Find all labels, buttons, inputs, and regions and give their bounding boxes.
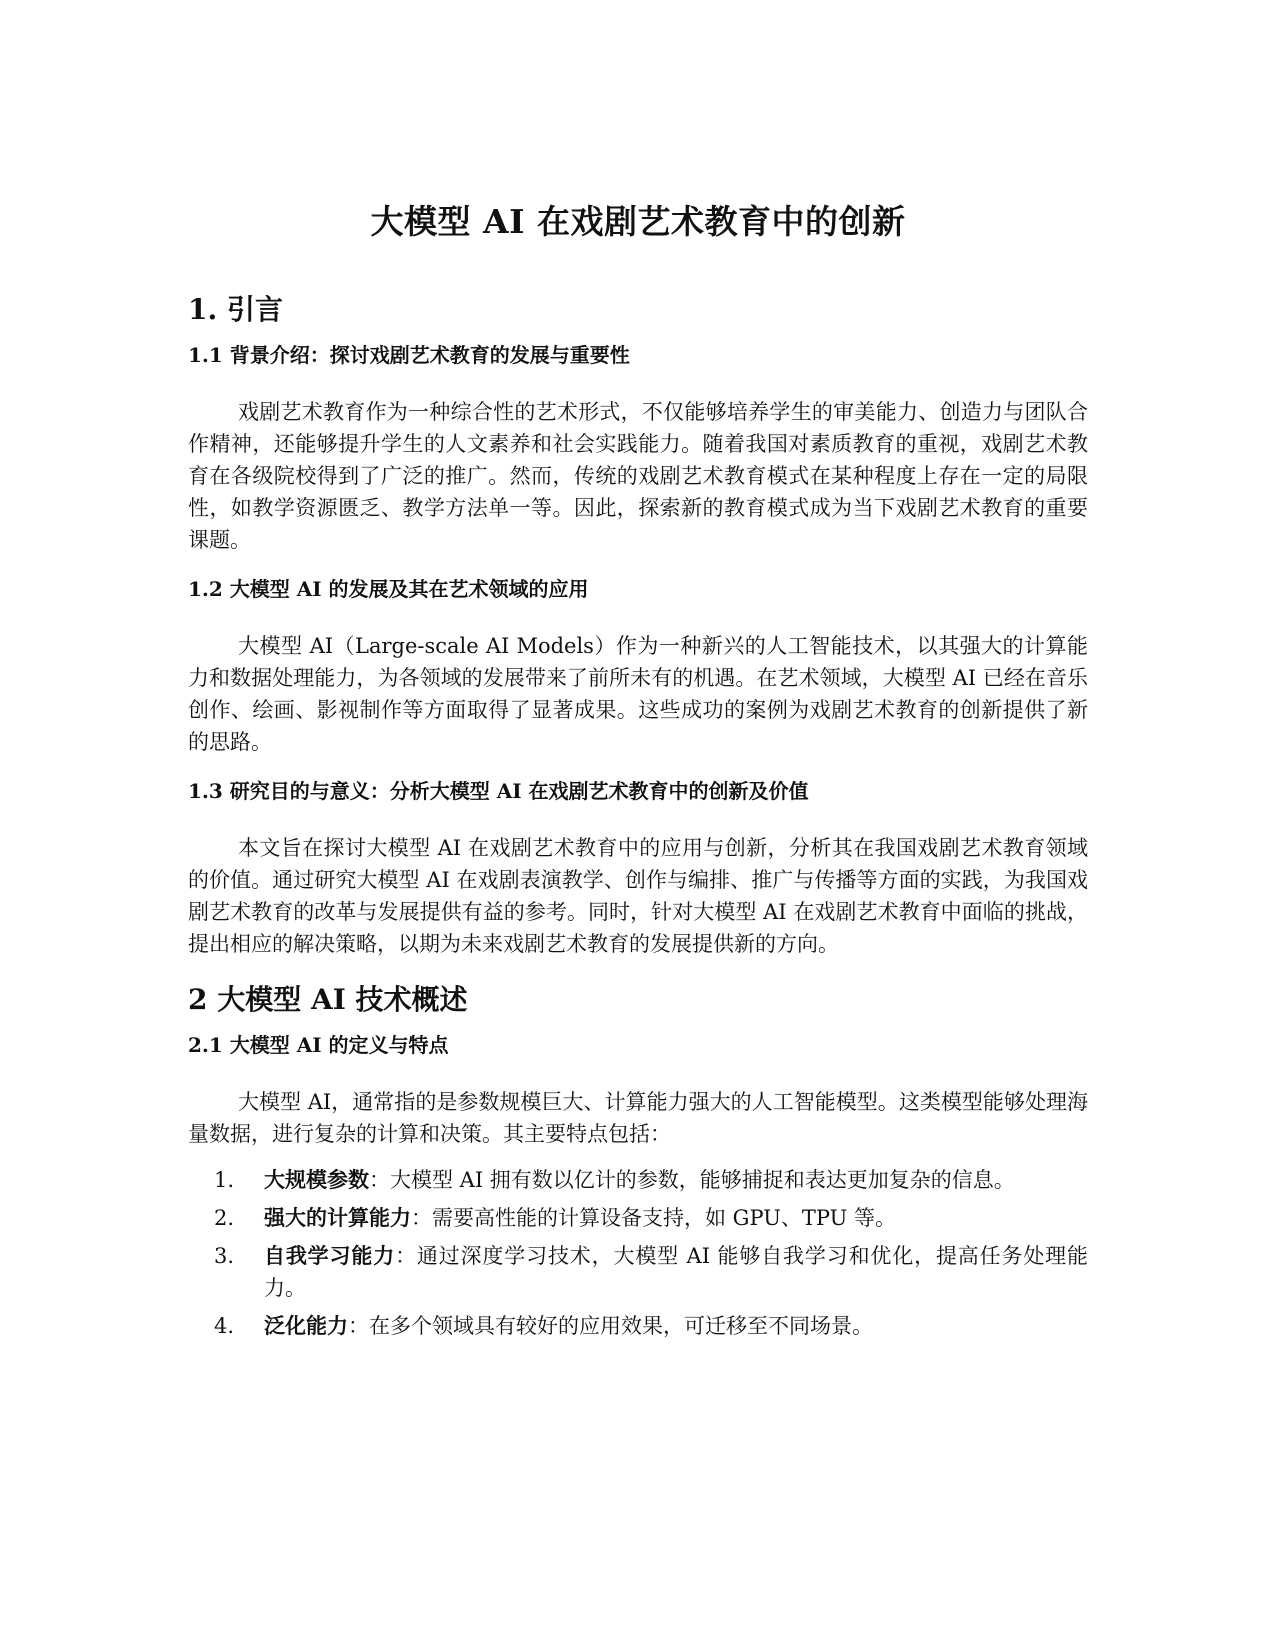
list-item <box>188 1310 1088 1342</box>
document-title: 大模型 AI 在戏剧艺术教育中的创新 <box>370 202 906 241</box>
list-item <box>188 1240 1088 1304</box>
section-1-3-paragraph: 本文旨在探讨大模型 AI 在戏剧艺术教育中的应用与创新，分析其在我国戏剧艺术教育领域的价值。通过研究大模型 AI 在戏剧表演教学、创作与编排、推广与传播等方面的实践，为我国戏剧艺术教育的改革与发展提供有益的参考。同时，针对大模型 AI 在戏剧艺术教育中面临的挑战，提出相应的解决策略，以期为未来戏剧艺术教育的发展提供新的方向。 <box>188 836 1088 956</box>
section-1-1-paragraph: 戏剧艺术教育作为一种综合性的艺术形式，不仅能够培养学生的审美能力、创造力与团队合作精神，还能够提升学生的人文素养和社会实践能力。随着我国对素质教育的重视，戏剧艺术教育在各级院校得到了广泛的推广。然而，传统的戏剧艺术教育模式在某种程度上存在一定的局限性，如教学资源匮乏、教学方法单一等。因此，探索新的教育模式成为当下戏剧艺术教育的重要课题。 <box>188 400 1088 552</box>
list-item-term: 自我学习能力 <box>264 1243 396 1268</box>
list-item-term: 泛化能力 <box>264 1313 348 1338</box>
list-item-text: ：需要高性能的计算设备支持，如 GPU、TPU 等。 <box>411 1206 897 1230</box>
list-item <box>188 1164 1088 1196</box>
list-item-number: 4. <box>214 1314 235 1338</box>
feature-list <box>188 1164 1088 1342</box>
section-2-1-heading: 2.1 大模型 AI 的定义与特点 <box>188 1033 449 1057</box>
document-body <box>188 200 1088 1348</box>
list-item-number: 3. <box>214 1244 235 1268</box>
section-2-1-paragraph: 大模型 AI，通常指的是参数规模巨大、计算能力强大的人工智能模型。这类模型能够处理海量数据，进行复杂的计算和决策。其主要特点包括： <box>188 1090 1088 1146</box>
list-item-term: 强大的计算能力 <box>264 1205 411 1230</box>
list-item-number: 2. <box>214 1206 235 1230</box>
section-1-3-heading: 1.3 研究目的与意义：分析大模型 AI 在戏剧艺术教育中的创新及价值 <box>188 779 809 803</box>
list-item-text: ：通过深度学习技术，大模型 AI 能够自我学习和优化，提高任务处理能力。 <box>264 1244 1089 1300</box>
section-1-2-paragraph: 大模型 AI（Large-scale AI Models）作为一种新兴的人工智能技术，以其强大的计算能力和数据处理能力，为各领域的发展带来了前所未有的机遇。在艺术领域，大模型 AI 已经在音乐创作、绘画、影视制作等方面取得了显著成果。这些成功的案例为戏剧艺术教育的创新提供了新的思路。 <box>188 634 1088 754</box>
list-item-text: ：在多个领域具有较好的应用效果，可迁移至不同场景。 <box>348 1314 873 1338</box>
list-item-term: 大规模参数 <box>264 1167 369 1192</box>
list-item-number: 1. <box>214 1168 235 1192</box>
section-1-heading: 1. 引言 <box>188 293 283 326</box>
section-1-2-heading: 1.2 大模型 AI 的发展及其在艺术领域的应用 <box>188 577 589 601</box>
section-2-heading: 2 大模型 AI 技术概述 <box>188 983 468 1016</box>
list-item-text: ：大模型 AI 拥有数以亿计的参数，能够捕捉和表达更加复杂的信息。 <box>369 1168 1015 1192</box>
list-item <box>188 1202 1088 1234</box>
section-1-1-heading: 1.1 背景介绍：探讨戏剧艺术教育的发展与重要性 <box>188 343 630 367</box>
